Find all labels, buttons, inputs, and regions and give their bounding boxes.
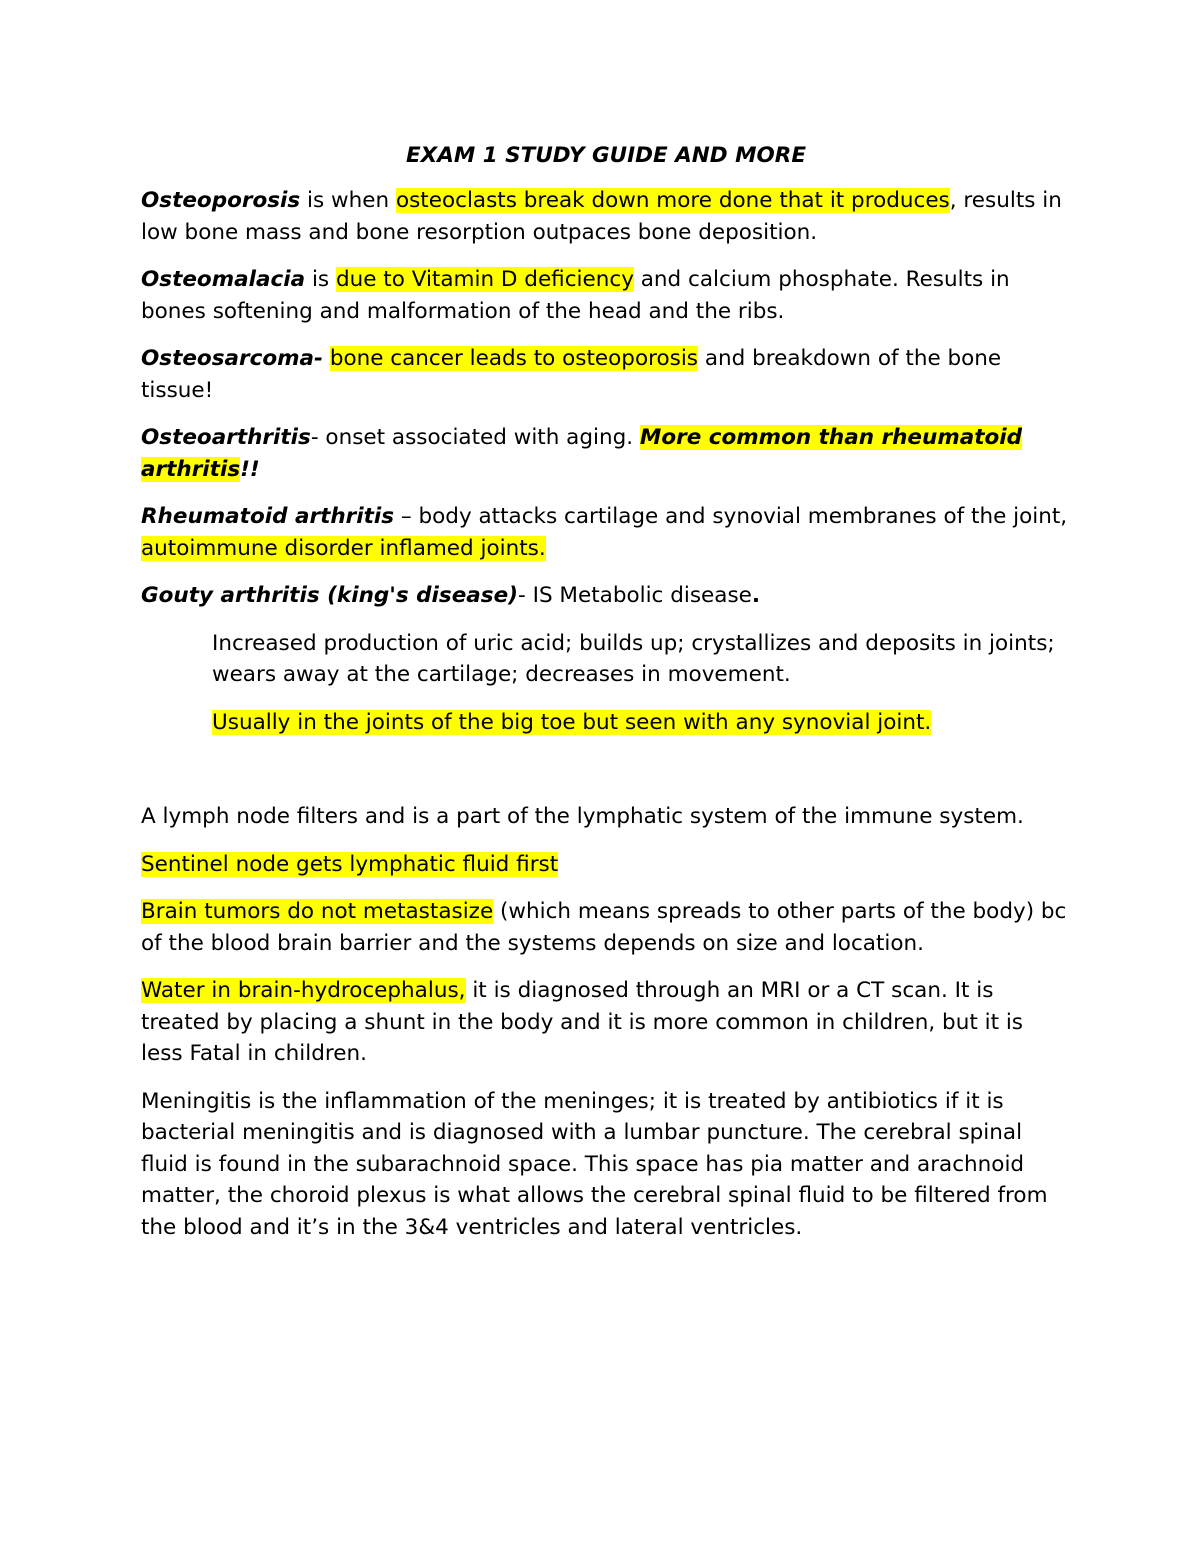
paragraph-osteoarthritis (141, 422, 1071, 485)
paragraph-osteomalacia (141, 264, 1071, 327)
gouty-text-1: - IS Metabolic disease (518, 583, 752, 608)
osteoporosis-text-1: is when (300, 188, 396, 213)
osteoarthritis-highlight: More common than rheumatoid arthritis (141, 425, 1023, 482)
osteoarthritis-text-2: !! (240, 456, 260, 482)
paragraph-osteoporosis (141, 185, 1071, 248)
osteomalacia-text-1: is (305, 267, 336, 292)
document-page (141, 140, 1071, 1259)
rheumatoid-text-1: – body attacks cartilage and synovial membranes of the joint, (394, 504, 1068, 529)
term-osteoarthritis: Osteoarthritis (141, 425, 311, 450)
term-rheumatoid: Rheumatoid arthritis (141, 504, 395, 529)
term-osteosarcoma: Osteosarcoma- (141, 346, 323, 371)
gouty-text-2: . (751, 583, 761, 608)
term-gouty: Gouty arthritis (king's disease) (141, 583, 519, 608)
paragraph-sentinel (141, 849, 1071, 881)
brain-tumors-text: (which means spreads to other parts of the body) bc of the blood brain barrier and the systems depends on size and location. (141, 899, 1067, 956)
paragraph-gouty (141, 580, 1071, 612)
osteoporosis-text-2: , results in low bone mass and bone resorption outpaces bone deposition. (141, 188, 1062, 245)
osteoarthritis-text-1: - onset associated with aging. (310, 425, 640, 450)
brain-tumors-highlight: Brain tumors do not metastasize (141, 899, 494, 924)
paragraph-hydrocephalus (141, 975, 1071, 1070)
paragraph-gouty-highlight (212, 707, 1071, 739)
osteosarcoma-highlight: bone cancer leads to osteoporosis (329, 346, 698, 371)
paragraph-gouty-detail: Increased production of uric acid; builds up; crystallizes and deposits in joints; wears away at the cartilage; decreases in movement. (212, 630, 1055, 687)
blank-line (141, 754, 1071, 801)
paragraph-rheumatoid (141, 501, 1071, 564)
osteosarcoma-text-2: and breakdown of the bone tissue! (141, 346, 1002, 403)
paragraph-osteosarcoma (141, 343, 1071, 406)
hydrocephalus-text: it is diagnosed through an MRI or a CT scan. It is treated by placing a shunt in the body and it is more common in children, but it is less Fatal in children. (141, 978, 1024, 1066)
term-osteoporosis: Osteoporosis (141, 188, 301, 213)
gouty-highlight: Usually in the joints of the big toe but seen with any synovial joint. (212, 709, 932, 735)
term-osteomalacia: Osteomalacia (141, 267, 306, 292)
rheumatoid-highlight: autoimmune disorder inflamed joints. (141, 535, 546, 561)
osteoporosis-highlight: osteoclasts break down more done that it produces (395, 188, 950, 213)
hydrocephalus-highlight: Water in brain-hydrocephalus, (141, 978, 466, 1003)
document-title: EXAM 1 STUDY GUIDE AND MORE (405, 143, 807, 168)
osteomalacia-text-2: and calcium phosphate. Results in bones softening and malformation of the head and the ribs. (141, 267, 1010, 324)
paragraph-brain-tumors (141, 896, 1071, 959)
osteosarcoma-text-1 (323, 346, 330, 371)
paragraph-lymph-node: A lymph node filters and is a part of the lymphatic system of the immune system. (141, 804, 1024, 829)
paragraph-meningitis: Meningitis is the inflammation of the meninges; it is treated by antibiotics if it is bacterial meningitis and is diagnosed with a lumbar puncture. The cerebral spinal fluid is found in the subarachnoid space. This space has pia matter and arachnoid matter, the choroid plexus is what allows the cerebral spinal fluid to be filtered from the blood and it’s in the 3&4 ventricles and lateral ventricles. (141, 1088, 1048, 1240)
osteomalacia-highlight: due to Vitamin D deficiency (335, 267, 634, 292)
sentinel-highlight: Sentinel node gets lymphatic fluid first (141, 851, 559, 877)
